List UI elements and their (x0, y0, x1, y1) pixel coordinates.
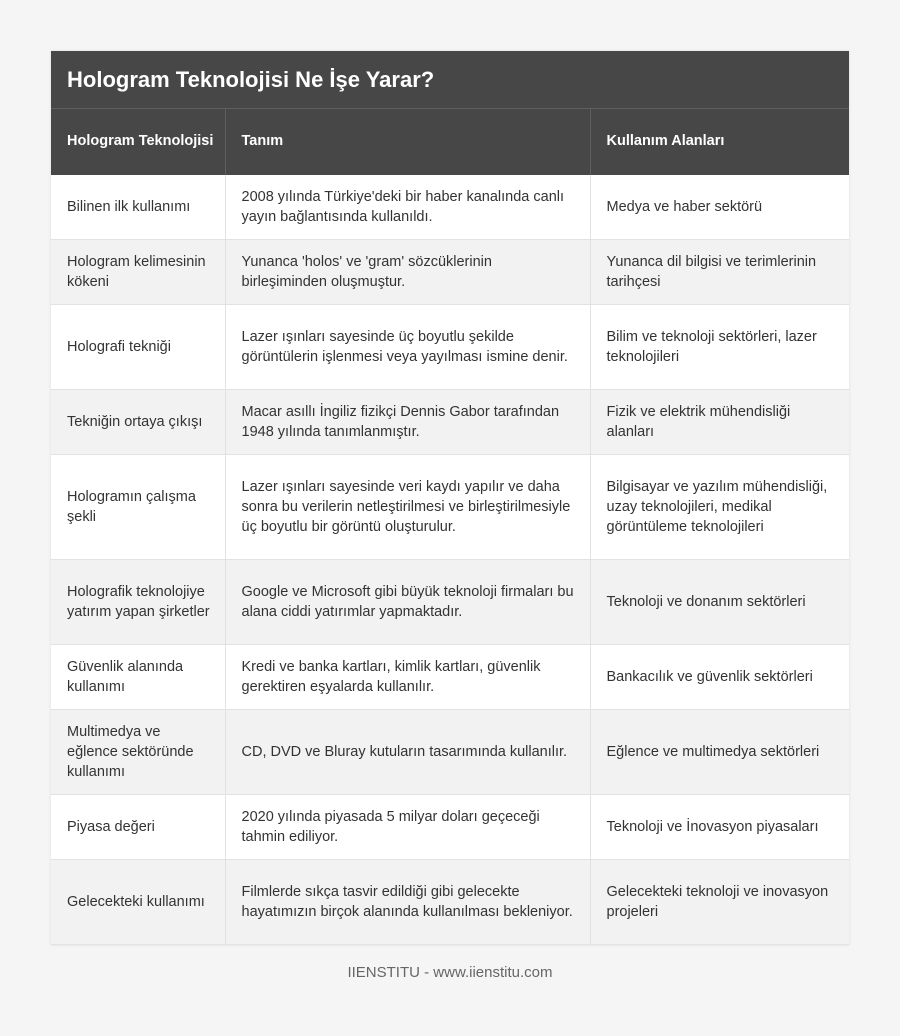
table-row (51, 560, 849, 645)
cell-usage: Bilim ve teknoloji sektörleri, lazer teknolojileri (590, 305, 849, 390)
data-table (51, 108, 849, 945)
cell-usage: Gelecekteki teknoloji ve inovasyon projeleri (590, 860, 849, 945)
cell-definition: Filmlerde sıkça tasvir edildiği gibi gelecekte hayatımızın birçok alanında kullanılması bekleniyor. (225, 860, 590, 945)
table-row (51, 175, 849, 240)
cell-topic: Holografi tekniği (51, 305, 225, 390)
table-row (51, 305, 849, 390)
cell-usage: Teknoloji ve İnovasyon piyasaları (590, 795, 849, 860)
cell-usage: Medya ve haber sektörü (590, 175, 849, 240)
cell-topic: Güvenlik alanında kullanımı (51, 645, 225, 710)
footer-credit: IIENSTITU - www.iienstitu.com (347, 964, 553, 981)
cell-topic: Hologramın çalışma şekli (51, 455, 225, 560)
header-usage-areas: Kullanım Alanları (590, 109, 849, 175)
cell-definition: Lazer ışınları sayesinde üç boyutlu şekilde görüntülerin işlenmesi veya yayılması ismine denir. (225, 305, 590, 390)
table-row (51, 390, 849, 455)
cell-definition: Kredi ve banka kartları, kimlik kartları, güvenlik gerektiren eşyalarda kullanılır. (225, 645, 590, 710)
cell-usage: Fizik ve elektrik mühendisliği alanları (590, 390, 849, 455)
cell-topic: Gelecekteki kullanımı (51, 860, 225, 945)
cell-definition: Yunanca 'holos' ve 'gram' sözcüklerinin birleşiminden oluşmuştur. (225, 240, 590, 305)
table-row (51, 455, 849, 560)
cell-definition: 2020 yılında piyasada 5 milyar doları geçeceği tahmin ediliyor. (225, 795, 590, 860)
cell-usage: Bankacılık ve güvenlik sektörleri (590, 645, 849, 710)
table-row (51, 795, 849, 860)
cell-usage: Eğlence ve multimedya sektörleri (590, 710, 849, 795)
header-definition: Tanım (225, 109, 590, 175)
table-row (51, 860, 849, 945)
cell-definition: Google ve Microsoft gibi büyük teknoloji firmaları bu alana ciddi yatırımlar yapmaktadır. (225, 560, 590, 645)
cell-definition: Macar asıllı İngiliz fizikçi Dennis Gabor tarafından 1948 yılında tanımlanmıştır. (225, 390, 590, 455)
table-card (51, 51, 849, 945)
cell-topic: Bilinen ilk kullanımı (51, 175, 225, 240)
table-row (51, 240, 849, 305)
table-row (51, 645, 849, 710)
table-row (51, 710, 849, 795)
cell-definition: CD, DVD ve Bluray kutuların tasarımında kullanılır. (225, 710, 590, 795)
cell-topic: Multimedya ve eğlence sektöründe kullanımı (51, 710, 225, 795)
cell-definition: Lazer ışınları sayesinde veri kaydı yapılır ve daha sonra bu verilerin netleştirilmesi ve birleştirilmesiyle üç boyutlu bir görüntü oluşturulur. (225, 455, 590, 560)
cell-usage: Yunanca dil bilgisi ve terimlerinin tarihçesi (590, 240, 849, 305)
header-row (51, 109, 849, 175)
table-title: Hologram Teknolojisi Ne İşe Yarar? (51, 51, 849, 108)
cell-topic: Tekniğin ortaya çıkışı (51, 390, 225, 455)
cell-topic: Holografik teknolojiye yatırım yapan şirketler (51, 560, 225, 645)
cell-definition: 2008 yılında Türkiye'deki bir haber kanalında canlı yayın bağlantısında kullanıldı. (225, 175, 590, 240)
cell-usage: Teknoloji ve donanım sektörleri (590, 560, 849, 645)
cell-topic: Hologram kelimesinin kökeni (51, 240, 225, 305)
cell-topic: Piyasa değeri (51, 795, 225, 860)
cell-usage: Bilgisayar ve yazılım mühendisliği, uzay teknolojileri, medikal görüntüleme teknolojileri (590, 455, 849, 560)
header-technology: Hologram Teknolojisi (51, 109, 225, 175)
